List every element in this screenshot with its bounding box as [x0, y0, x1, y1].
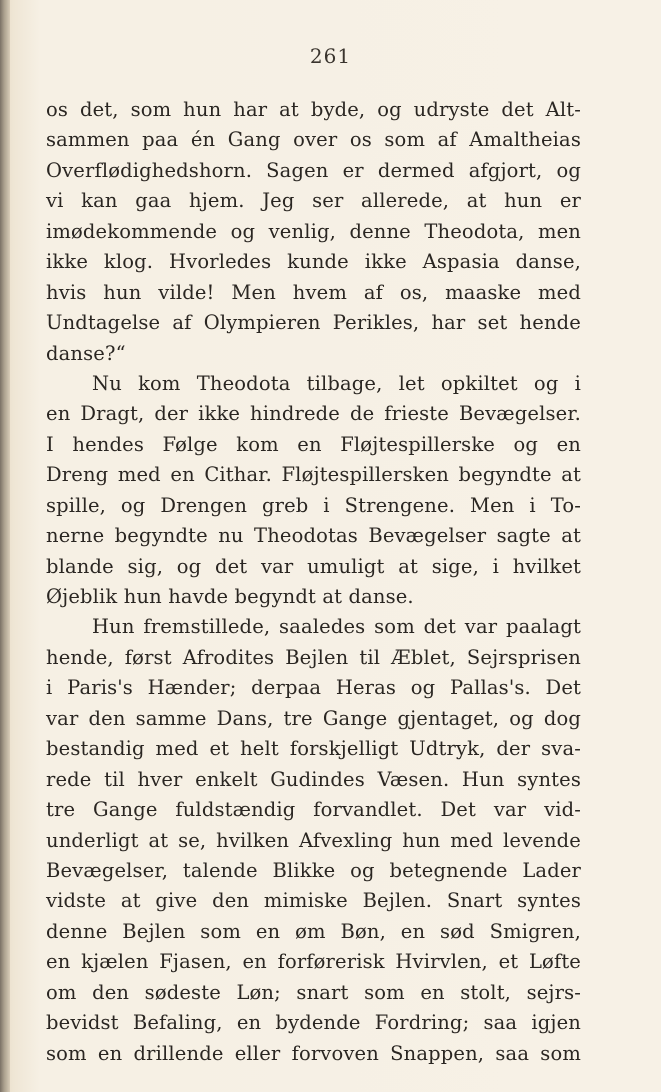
text-line: ikke klog. Hvorledes kunde ikke Aspasia danse,	[46, 250, 581, 274]
text-line: i Paris's Hænder; derpaa Heras og Pallas's. Det	[46, 676, 581, 700]
text-line: hende, først Afrodites Bejlen til Æblet, Sejrsprisen	[46, 645, 581, 669]
text-line: Dreng med en Cithar. Fløjtespillersken begyndte at	[46, 463, 581, 487]
text-line: blande sig, og det var umuligt at sige, i hvilket	[46, 554, 581, 578]
text-line: en Dragt, der ikke hindrede de frieste Bevægelser.	[46, 402, 581, 426]
book-spine-edge	[0, 0, 10, 1092]
text-line: Overflødighedshorn. Sagen er dermed afgjort, og	[46, 158, 581, 182]
body-text	[46, 95, 581, 1069]
text-line: en kjælen Fjasen, en forførerisk Hvirvlen, et Løfte	[46, 950, 581, 974]
text-line: I hendes Følge kom en Fløjtespillerske og en	[46, 432, 581, 456]
text-line: Bevægelser, talende Blikke og betegnende Lader	[46, 858, 581, 882]
text-line: rede til hver enkelt Gudindes Væsen. Hun syntes	[46, 767, 581, 791]
text-line: bestandig med et helt forskjelligt Udtryk, der sva-	[46, 737, 581, 761]
text-line: som en drillende eller forvoven Snappen, saa som	[46, 1041, 581, 1065]
text-line: Øjeblik hun havde begyndt at danse.	[46, 585, 414, 608]
text-line: nerne begyndte nu Theodotas Bevægelser sagte at	[46, 524, 581, 548]
text-line: spille, og Drengen greb i Strengene. Men i To-	[46, 493, 581, 517]
text-line: os det, som hun har at byde, og udryste det Alt-	[46, 98, 581, 121]
text-line: sammen paa én Gang over os som af Amaltheias	[46, 128, 581, 152]
text-line: Nu kom Theodota tilbage, let opkiltet og i	[92, 371, 581, 395]
page-number: 261	[309, 44, 352, 68]
text-line: bevidst Befaling, en bydende Fordring; saa igjen	[46, 1011, 581, 1035]
text-line: vi kan gaa hjem. Jeg ser allerede, at hun er	[46, 189, 581, 213]
text-line: imødekommende og venlig, denne Theodota, men	[46, 219, 581, 243]
text-line: denne Bejlen som en øm Bøn, en sød Smigren,	[46, 919, 581, 943]
text-line: var den samme Dans, tre Gange gjentaget, og dog	[46, 706, 581, 730]
text-line: danse?“	[46, 341, 126, 365]
text-line: underligt at se, hvilken Afvexling hun med levende	[46, 828, 581, 852]
text-line: om den sødeste Løn; snart som en stolt, sejrs-	[46, 980, 581, 1004]
text-line: vidste at give den mimiske Bejlen. Snart syntes	[46, 889, 581, 913]
text-line: tre Gange fuldstændig forvandlet. Det var vid-	[46, 798, 581, 822]
text-line: hvis hun vilde! Men hvem af os, maaske med	[46, 280, 581, 304]
text-line: Undtagelse af Olympieren Perikles, har set hende	[46, 311, 581, 335]
text-line: Hun fremstillede, saaledes som det var paalagt	[92, 615, 581, 639]
